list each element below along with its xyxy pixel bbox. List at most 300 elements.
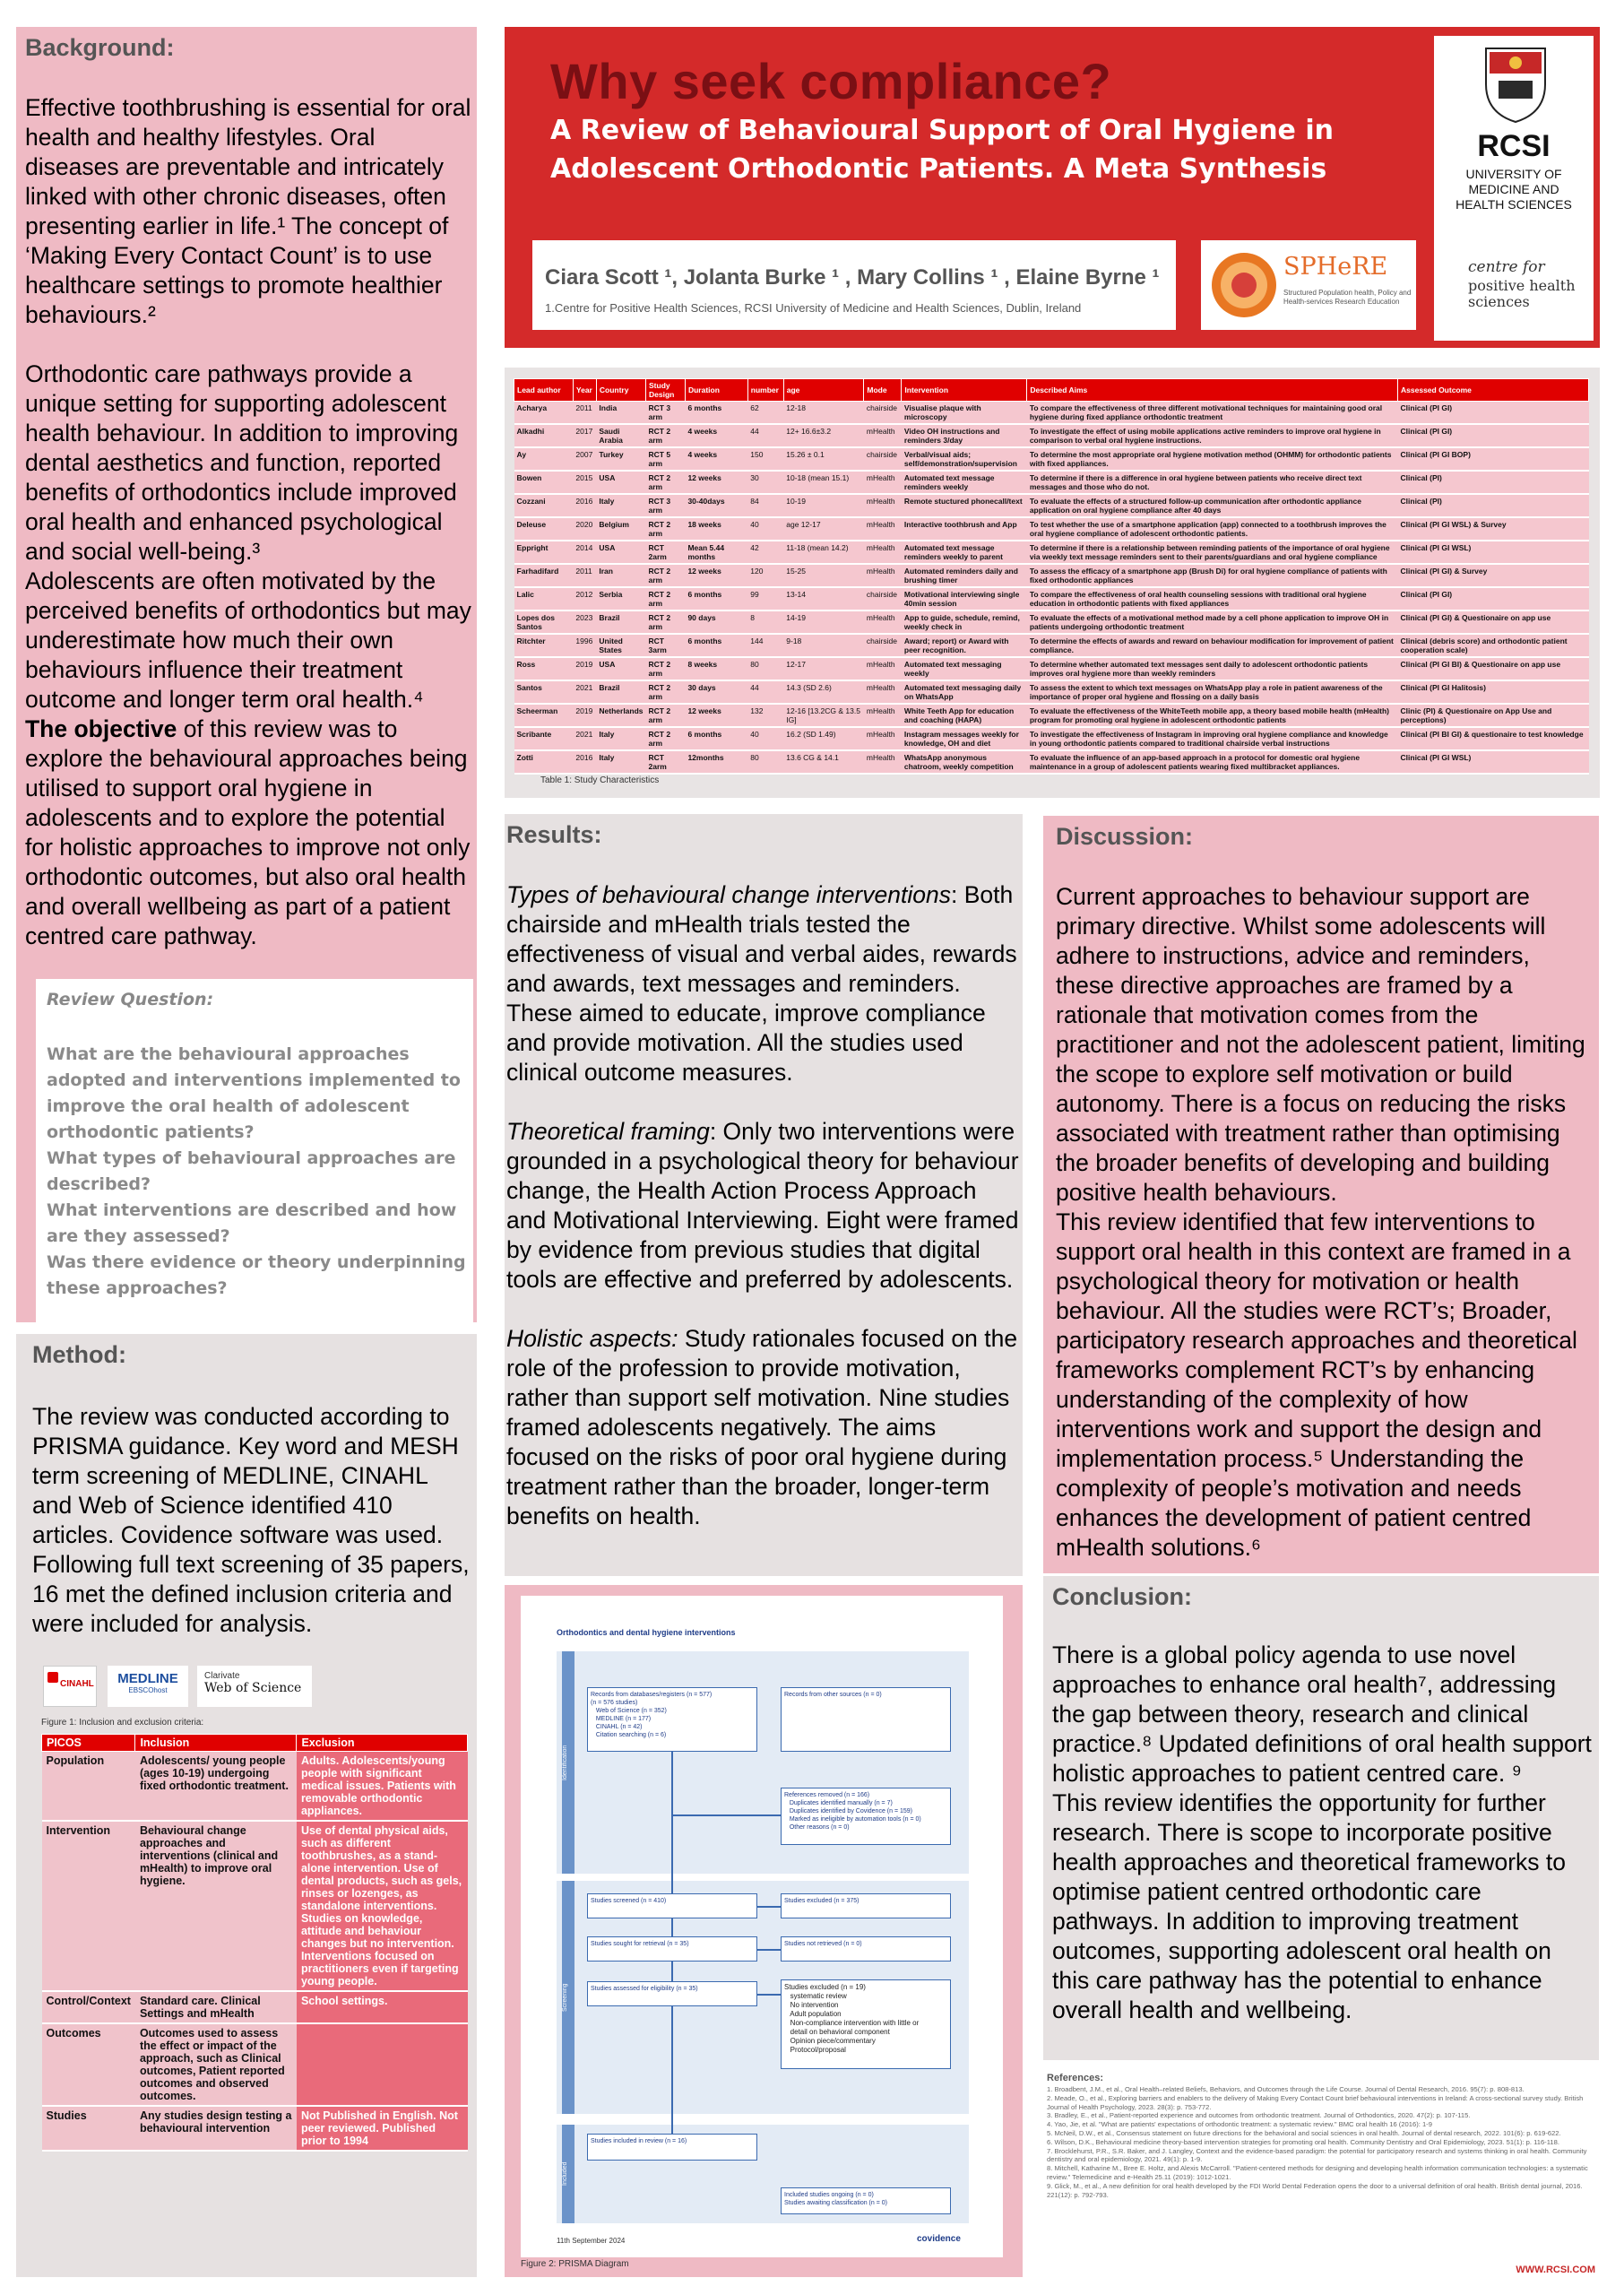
sphere-logo (1201, 240, 1416, 330)
study-table-cell: RCT 2 arm (646, 424, 686, 447)
study-table-cell: Clinical (PI GI BOP) (1398, 447, 1589, 471)
reference-item: 2. Meade, O., et al., Exploring barriers and enablers to the delivery of Making Every Contact Count brief behavioural interventions in Ireland: A cross-sectional survey study. British Journal of Health Psychology, 2023. 28(3): p. 753-772. (1047, 2093, 1584, 2111)
study-table-cell: RCT 2 arm (646, 517, 686, 541)
study-table-cell: 6 months (685, 634, 747, 657)
study-table-cell: USA (596, 541, 645, 564)
study-table-cell: mHealth (864, 750, 902, 774)
study-table-cell: 120 (747, 564, 783, 587)
study-table-cell: Clinical (PI) (1398, 494, 1589, 517)
study-table-cell: 44 (747, 680, 783, 704)
study-table-cell: Deleuse (514, 517, 574, 541)
review-question-item: Was there evidence or theory underpinning these approaches? (47, 1252, 466, 1298)
study-table-cell: RCT 3 arm (646, 494, 686, 517)
conclusion-text (1052, 1641, 1594, 2025)
sphere-name: SPHeRE (1283, 253, 1388, 281)
study-table-header: Year (573, 379, 596, 402)
study-table-row (514, 471, 1589, 494)
study-table-row (514, 704, 1589, 727)
study-table-cell: To determine whether automated text messages sent daily to adolescent orthodontic patients improves oral hygiene more than weekly reminders (1027, 657, 1398, 680)
picos-cell: Any studies design testing a behavioural intervention (135, 2106, 297, 2151)
study-table-cell: 14.3 (SD 2.6) (783, 680, 864, 704)
study-table-cell: 80 (747, 657, 783, 680)
picos-cell: Outcomes used to assess the effect or impact of the approach, such as Clinical outcomes, Patient reported outcomes and observed outcomes. (135, 2023, 297, 2106)
study-table-cell: mHealth (864, 680, 902, 704)
study-table-cell: 2014 (573, 541, 596, 564)
study-table-cell: To determine the most appropriate oral hygiene motivation method (OHMM) for orthodontic patients with fixed appliances. (1027, 447, 1398, 471)
prisma-box-databases: Records from databases/registers (n = 577) (n = 576 studies) Web of Science (n = 352) MEDLINE (n = 177) CINAHL (n = 42) Citation searching (n = 6) (587, 1687, 757, 1752)
prisma-box-excluded2: Studies excluded (n = 19) systematic review No intervention Adult population Non-compliance intervention with little or detail on behavioral component Opinion piece/commentary Protocol/proposal (781, 1979, 951, 2069)
study-table-cell: Bowen (514, 471, 574, 494)
study-table-cell: To assess the extent to which text messages on WhatsApp play a role in patient awareness of the importance of proper oral hygiene and flossing on a daily basis (1027, 680, 1398, 704)
study-table-header: Duration (685, 379, 747, 402)
study-table-cell: To evaluate the effectiveness of the WhiteTeeth mobile app, a theory based mobile health (mHealth) program for promoting oral hygiene in adolescent orthodontic patients (1027, 704, 1398, 727)
study-table-row (514, 564, 1589, 587)
picos-header: Exclusion (297, 1735, 468, 1752)
study-table-cell: Automated text messaging daily on WhatsApp (902, 680, 1027, 704)
discussion-p2: This review identified that few interventions to support oral health in this context are framed in a psychological theory for motivation or health behaviour. All the studies were RCT’s; Broader, participatory research approaches and theoretical frameworks complement RCT’s by enhancing understanding of the complexity of how interventions work and support the design and implementation process.⁵ Understanding the complexity of people’s motivation and needs enhances the development of patient centred mHealth solutions.⁶ (1056, 1208, 1577, 1561)
reference-item: 1. Broadbent, J.M., et al., Oral Health–related Beliefs, Behaviors, and Outcomes through the Life Course. Journal of Dental Research, 2016. 95(7): p. 808-813. (1047, 2085, 1525, 2093)
study-table-cell: 9-18 (783, 634, 864, 657)
study-table-cell: Acharya (514, 402, 574, 425)
study-table-cell: 90 days (685, 611, 747, 634)
conclusion-title: Conclusion: (1052, 1583, 1192, 1610)
study-table-cell: 6 months (685, 587, 747, 611)
background-objective (25, 714, 473, 951)
study-table-row (514, 587, 1589, 611)
picos-row (42, 2106, 468, 2151)
study-table-header: age (783, 379, 864, 402)
study-table-cell: 2019 (573, 657, 596, 680)
study-table-cell: Ross (514, 657, 574, 680)
study-table-cell: 2019 (573, 704, 596, 727)
study-table-cell: mHealth (864, 541, 902, 564)
study-table-cell: United States (596, 634, 645, 657)
study-table-cell: 12-17 (783, 657, 864, 680)
study-table-cell: 12-16 [13.2CG & 13.5 IG] (783, 704, 864, 727)
study-table-cell: RCT 3 arm (646, 402, 686, 425)
study-table-cell: To determine the effects of awards and reward on behaviour modification for improvement of patient compliance. (1027, 634, 1398, 657)
study-table-cell: mHealth (864, 517, 902, 541)
study-table-cell: To investigate the effectiveness of Instagram in improving oral hygiene compliance and knowledge in young orthodontic patients compared to traditional chairside verbal instructions (1027, 727, 1398, 750)
discussion-text (1056, 882, 1594, 1563)
figure2-caption: Figure 2: PRISMA Diagram (521, 2259, 629, 2269)
study-table-cell: Clinical (PI GI) (1398, 424, 1589, 447)
authors: Ciara Scott ¹, Jolanta Burke ¹ , Mary Collins ¹ , Elaine Byrne ¹ (545, 265, 1160, 290)
results-p1-text: : Both chairside and mHealth trials tested the effectiveness of visual and verbal aides, rewards and awards, text messages and reminders. These aimed to educate, improve compliance and provide motivation. All the studies used clinical outcome measures. (506, 881, 1017, 1086)
table1-caption: Table 1: Study Characteristics (540, 775, 660, 785)
study-table-cell: Iran (596, 564, 645, 587)
study-table-cell: 44 (747, 424, 783, 447)
medline-label: MEDLINE (117, 1671, 178, 1686)
study-table-row (514, 517, 1589, 541)
background-panel (16, 27, 477, 1322)
study-table-cell: Belgium (596, 517, 645, 541)
included-label: Included (562, 2125, 574, 2223)
rcsi-name: RCSI (1477, 129, 1551, 163)
study-table-cell: 12+ 16.6±3.2 (783, 424, 864, 447)
picos-cell: Adults. Adolescents/young people with significant medical issues. Patients with removable orthodontic appliances. (297, 1752, 468, 1822)
study-table-cell: Italy (596, 727, 645, 750)
study-table-cell: Automated text message reminders weekly to parent (902, 541, 1027, 564)
study-table-cell: mHealth (864, 424, 902, 447)
study-table-cell: Santos (514, 680, 574, 704)
study-table-cell: To compare the effectiveness of oral health counseling sessions with traditional oral hygiene education in orthodontic patients with fixed appliances (1027, 587, 1398, 611)
picos-row (42, 2023, 468, 2106)
study-table-cell: USA (596, 657, 645, 680)
study-table-header: Intervention (902, 379, 1027, 402)
study-table-cell: Visualise plaque with microscopy (902, 402, 1027, 425)
prisma-arrow (671, 1752, 673, 1893)
prisma-box-included: Studies included in review (n = 16) (587, 2134, 757, 2161)
study-table-cell: Alkadhi (514, 424, 574, 447)
sphere-emblem-icon (1208, 249, 1280, 321)
prisma-diagram (521, 1596, 1003, 2257)
references-title: References: (1047, 2073, 1103, 2083)
study-table-cell: Brazil (596, 680, 645, 704)
study-table-cell: age 12-17 (783, 517, 864, 541)
study-table-cell: Award; report) or Award with peer recognition. (902, 634, 1027, 657)
study-table-row (514, 634, 1589, 657)
review-question-list (47, 1042, 468, 1302)
study-table-cell: mHealth (864, 657, 902, 680)
study-table-cell: Automated reminders daily and brushing timer (902, 564, 1027, 587)
prisma-arrow (757, 1949, 781, 1951)
centre-line1: centre for (1468, 258, 1545, 276)
study-table-cell: Lopes dos Santos (514, 611, 574, 634)
study-table-cell: chairside (864, 634, 902, 657)
study-table-cell: mHealth (864, 471, 902, 494)
study-table-cell: Clinical (PI GI BI) & Questionaire on app use (1398, 657, 1589, 680)
study-table-cell: Zotti (514, 750, 574, 774)
study-table-cell: 10-19 (783, 494, 864, 517)
study-table-cell: Clinical (PI BI GI) & questionaire to test knowledge (1398, 727, 1589, 750)
study-table-cell: 2017 (573, 424, 596, 447)
study-table-cell: Clinic (PI) & Questionaire on App Use and perceptions) (1398, 704, 1589, 727)
background-title: Background: (25, 34, 175, 61)
study-table-cell: Clinical (PI GI WSL) & Survey (1398, 517, 1589, 541)
study-table-cell: 12-18 (783, 402, 864, 425)
study-table-cell: Netherlands (596, 704, 645, 727)
study-table-cell: RCT 2 arm (646, 727, 686, 750)
study-table-row (514, 402, 1589, 425)
study-table-cell: 1996 (573, 634, 596, 657)
study-table-cell: Eppright (514, 541, 574, 564)
results-title: Results: (506, 821, 602, 848)
results-p3-text: Study rationales focused on the role of the profession to provide motivation, rather than support self motivation. Nine studies framed adolescents negatively. The aims focused on the risks of poor oral hygiene during treatment rather than the broader, longer-term benefits on health. (506, 1325, 1018, 1529)
study-table-cell: 42 (747, 541, 783, 564)
study-table-cell: 15-25 (783, 564, 864, 587)
study-table-cell: 2007 (573, 447, 596, 471)
covidence-brand: covidence (917, 2234, 961, 2244)
study-table-cell: 4 weeks (685, 447, 747, 471)
prisma-arrow (671, 1814, 781, 1816)
study-table-cell: Italy (596, 494, 645, 517)
study-table-cell: India (596, 402, 645, 425)
study-table-cell: 11-18 (mean 14.2) (783, 541, 864, 564)
method-text: The review was conducted according to PRISMA guidance. Key word and MESH term screening of MEDLINE, CINAHL and Web of Science identified 410 articles. Covidence software was used. Following full text screening of 35 papers, 16 met the defined inclusion criteria and were included for analysis. (32, 1403, 470, 1637)
study-table-cell: To assess the efficacy of a smartphone app (Brush Di) for oral hygiene compliance of patients with fixed orthodontic appliances (1027, 564, 1398, 587)
study-table-cell: 2012 (573, 587, 596, 611)
study-table-cell: RCT 2 arm (646, 704, 686, 727)
picos-cell: Use of dental physical aids, such as different toothbrushes, as a stand-alone intervention. Use of dental products, such as gels, rinses or lozenges, as standalone interventions. Studies on knowledge, attitude and behaviour changes but no intervention. Interventions focused on practitioners even if targeting young people. (297, 1821, 468, 1991)
study-table-cell: 2020 (573, 517, 596, 541)
reference-item: 5. McNeil, D.W., et al., Consensus statement on future directions for the behavioral and social sciences in oral health. Journal of dental research, 2022. 101(6): p. 619-622. (1047, 2128, 1561, 2137)
study-table-cell: Remote stuctured phonecall/text (902, 494, 1027, 517)
results-p1-label: Types of behavioural change interventions (506, 881, 951, 908)
study-table-cell: mHealth (864, 494, 902, 517)
prisma-box-screened: Studies screened (n = 410) (587, 1893, 757, 1918)
picos-cell: Population (42, 1752, 135, 1822)
review-question-title: Review Question: (47, 990, 214, 1009)
study-table-cell: Video OH instructions and reminders 3/day (902, 424, 1027, 447)
study-table-cell: 12 weeks (685, 564, 747, 587)
study-table-cell: 12 weeks (685, 704, 747, 727)
study-table-cell: 2021 (573, 680, 596, 704)
study-table-cell: 4 weeks (685, 424, 747, 447)
study-table-cell: 13.6 CG & 14.1 (783, 750, 864, 774)
study-table-cell: RCT 2 arm (646, 587, 686, 611)
study-table-row (514, 611, 1589, 634)
picos-table-wrap (41, 1734, 468, 2152)
results-text (506, 880, 1019, 1531)
objective-label: The objective (25, 715, 177, 742)
study-table-header: Country (596, 379, 645, 402)
study-table-cell: Mean 5.44 months (685, 541, 747, 564)
database-logos (43, 1664, 339, 1710)
conclusion-p1: There is a global policy agenda to use novel approaches to enhance oral health⁷, addressing the gap between theory, research and clinical practice.⁸ Updated definitions of oral health support holistic approaches to patient centred care. ⁹ (1052, 1641, 1592, 1787)
review-question-item: What types of behavioural approaches are described? (47, 1148, 456, 1194)
study-table-cell: Clinical (PI GI WSL) (1398, 541, 1589, 564)
study-table-row (514, 750, 1589, 774)
study-table-cell: 18 weeks (685, 517, 747, 541)
reference-item: 9. Glick, M., et al., A new definition for oral health developed by the FDI World Dental Federation opens the door to a universal definition of oral health. British dental journal, 2016. 221(12): p. 792-793. (1047, 2181, 1583, 2199)
study-table-cell: 2023 (573, 611, 596, 634)
study-table-cell: 2021 (573, 727, 596, 750)
study-table-cell: RCT 2arm (646, 541, 686, 564)
study-table-cell: RCT 2 arm (646, 611, 686, 634)
study-table-cell: Verbal/visual aids; self/demonstration/supervision (902, 447, 1027, 471)
study-table-cell: RCT 3arm (646, 634, 686, 657)
review-question-item: What are the behavioural approaches adopted and interventions implemented to improve the oral health of adolescent orthodontic patients? (47, 1044, 461, 1142)
study-table-cell: RCT 2 arm (646, 680, 686, 704)
study-table-header: Assessed Outcome (1398, 379, 1589, 402)
medline-sub: EBSCOhost (128, 1686, 168, 1694)
reference-item: 4. Yao, Jie, et al. "What are patients' expectations of orthodontic treatment: a systematic review." BMC oral health 16 (2016): 1-9 (1047, 2120, 1432, 2129)
poster-subtitle: A Review of Behavioural Support of Oral Hygiene in Adolescent Orthodontic Patients. A Meta Synthesis (550, 115, 1334, 185)
study-table-cell: RCT 2 arm (646, 471, 686, 494)
study-table-cell: Interactive toothbrush and App (902, 517, 1027, 541)
sphere-tagline: Structured Population health, Policy and Health-services Research Education (1283, 289, 1412, 306)
study-table-cell: mHealth (864, 704, 902, 727)
study-table-cell: 30-40days (685, 494, 747, 517)
rcsi-tagline: UNIVERSITY OF MEDICINE AND HEALTH SCIENCES (1456, 167, 1572, 212)
discussion-p1: Current approaches to behaviour support are primary directive. Whilst some adolescents will adhere to instructions, advice and reminders, these directive approaches are framed by a rationale that motivation comes from the practitioner and not the adolescent patient, limiting the scope to explore self motivation or build autonomy. There is a focus on reducing the risks associated with treatment rather than optimising the broader benefits of developing and building positive health behaviours. (1056, 883, 1585, 1206)
results-p2-label: Theoretical framing (506, 1118, 710, 1145)
study-table-cell: 12 weeks (685, 471, 747, 494)
study-table-row (514, 424, 1589, 447)
study-table-cell: Ritchter (514, 634, 574, 657)
study-table-header: Described Aims (1027, 379, 1398, 402)
results-p2-text: : Only two interventions were grounded in a psychological theory for behaviour change, the Health Action Process Approach and Motivational Interviewing. Eight were framed by evidence from previous studies that digital tools are effective and preferred by adolescents. (506, 1118, 1019, 1293)
study-table-cell: To compare the effectiveness of three different motivational techniques for maintaining good oral hygiene during fixed appliance orthodontic treatment (1027, 402, 1398, 425)
study-table-cell: Turkey (596, 447, 645, 471)
study-table-wrap (514, 378, 1589, 775)
study-table-cell: Automated text message reminders weekly (902, 471, 1027, 494)
study-table-cell: chairside (864, 587, 902, 611)
picos-header: Inclusion (135, 1735, 297, 1752)
prisma-box-not-retrieved: Studies not retrieved (n = 0) (781, 1936, 951, 1962)
prisma-box-excluded: Studies excluded (n = 375) (781, 1893, 951, 1918)
picos-cell: Not Published in English. Not peer reviewed. Published prior to 1994 (297, 2106, 468, 2151)
prisma-panel (505, 1585, 1023, 2277)
background-p1: Effective toothbrushing is essential for oral health and healthy lifestyles. Oral diseases are preventable and intricately linked with other chronic diseases, often presenting earlier in life.¹ The concept of ‘Making Every Contact Count’ is to use healthcare settings to promote healthier behaviours.² (25, 94, 471, 328)
study-table-cell: Farhadifard (514, 564, 574, 587)
study-table-cell: 40 (747, 517, 783, 541)
study-table-cell: Automated text messaging weekly (902, 657, 1027, 680)
picos-cell: Outcomes (42, 2023, 135, 2106)
study-table-row (514, 494, 1589, 517)
study-table-cell: To evaluate the influence of an app-based approach in a protocol for domestic oral hygiene maintenance in a group of adolescent patients wearing fixed multibracket appliances. (1027, 750, 1398, 774)
study-table-cell: 6 months (685, 402, 747, 425)
study-table-cell: 150 (747, 447, 783, 471)
study-table-cell: White Teeth App for education and coaching (HAPA) (902, 704, 1027, 727)
study-table-cell: Instagram messages weekly for knowledge, OH and diet (902, 727, 1027, 750)
picos-row (42, 1752, 468, 1822)
study-table-cell: 40 (747, 727, 783, 750)
background-text (25, 93, 473, 951)
study-table-cell: RCT 2 arm (646, 657, 686, 680)
study-table-cell: mHealth (864, 564, 902, 587)
prisma-box-eligibility: Studies assessed for eligibility (n = 35) (587, 1981, 757, 2006)
study-table (514, 378, 1589, 775)
study-table-cell: Clinical (PI) (1398, 471, 1589, 494)
study-table-cell: RCT 2arm (646, 750, 686, 774)
study-table-cell: 8 (747, 611, 783, 634)
prisma-box-sought: Studies sought for retrieval (n = 35) (587, 1936, 757, 1962)
reference-item: 3. Bradley, E., et al., Patient-reported experience and outcomes from orthodontic treatment. Journal of Orthodontics, 2020. 47(2): p. 107-115. (1047, 2111, 1471, 2120)
objective-text: of this review was to explore the behavioural approaches being utilised to support oral hygiene in adolescents and to explore the potential for holistic approaches to improve not only orthodontic outcomes, but also oral health and overall wellbeing as part of a patient centred care pathway. (25, 715, 471, 949)
study-table-cell: Clinical (PI GI) (1398, 402, 1589, 425)
study-table-cell: Clinical (debris score) and orthodontic patient cooperation scale) (1398, 634, 1589, 657)
picos-cell: Control/Context (42, 1991, 135, 2023)
study-table-cell: 16.2 (SD 1.49) (783, 727, 864, 750)
study-table-cell: To evaluate the effects of a motivational method made by a cell phone application to improve OH in patients undergoing orthodontic treatment (1027, 611, 1398, 634)
medline-logo (108, 1666, 188, 1707)
study-table-cell: Motivational interviewing single 40min session (902, 587, 1027, 611)
study-table-cell: Clinical (PI GI Halitosis) (1398, 680, 1589, 704)
study-table-cell: 8 weeks (685, 657, 747, 680)
picos-cell: School settings. (297, 1991, 468, 2023)
study-table-cell: 84 (747, 494, 783, 517)
clarivate-label: Clarivate (204, 1671, 240, 1681)
results-p3 (506, 1324, 1019, 1531)
study-table-cell: Lalic (514, 587, 574, 611)
picos-header: PICOS (42, 1735, 135, 1752)
study-table-row (514, 727, 1589, 750)
study-table-cell: 10-18 (mean 15.1) (783, 471, 864, 494)
prisma-title: Orthodontics and dental hygiene interventions (557, 1628, 736, 1637)
study-table-cell: 6 months (685, 727, 747, 750)
study-table-cell: To test whether the use of a smartphone application (app) connected to a toothbrush improves the oral hygiene compliance of adolescent orthodontic patients. (1027, 517, 1398, 541)
cinahl-logo (43, 1666, 97, 1707)
study-table-cell: 99 (747, 587, 783, 611)
study-table-cell: To determine if there is a relationship between reminding patients of the importance of oral hygiene via weekly text message reminders sent to their parents/guardians and oral hygiene compliance (1027, 541, 1398, 564)
study-table-cell: To evaluate the effects of a structured follow-up communication after orthodontic appliance application on oral hygiene compliance after 40 days (1027, 494, 1398, 517)
affiliation: 1.Centre for Positive Health Sciences, RCSI University of Medicine and Health Sciences, Dublin, Ireland (545, 301, 1082, 315)
wos-label: Web of Science (204, 1681, 302, 1695)
study-table-cell: WhatsApp anonymous chatroom, weekly competition (902, 750, 1027, 774)
study-table-cell: Scribante (514, 727, 574, 750)
study-table-cell: 144 (747, 634, 783, 657)
picos-cell: Intervention (42, 1821, 135, 1991)
study-table-cell: Cozzani (514, 494, 574, 517)
study-table-cell: Brazil (596, 611, 645, 634)
prisma-arrow (671, 1962, 673, 1981)
poster-title: Why seek compliance? (550, 53, 1112, 109)
picos-row (42, 1991, 468, 2023)
picos-row (42, 1821, 468, 1991)
picos-cell: Standard care. Clinical Settings and mHealth (135, 1991, 297, 2023)
study-table-cell: App to guide, schedule, remind, weekly check in (902, 611, 1027, 634)
study-table-header: Mode (864, 379, 902, 402)
background-p3: Adolescents are often motivated by the perceived benefits of orthodontics but may underestimate how much their own behaviours influence their treatment outcome and longer term oral health.⁴ (25, 567, 471, 713)
method-title: Method: (32, 1341, 126, 1368)
study-table-cell: 30 (747, 471, 783, 494)
study-table-cell: 62 (747, 402, 783, 425)
study-table-cell: mHealth (864, 727, 902, 750)
study-table-cell: 132 (747, 704, 783, 727)
study-table-cell: Saudi Arabia (596, 424, 645, 447)
study-table-row (514, 541, 1589, 564)
study-table-cell: chairside (864, 402, 902, 425)
results-panel (505, 814, 1023, 1576)
discussion-title: Discussion: (1056, 823, 1194, 850)
rcsi-logo (1434, 36, 1594, 341)
study-table-cell: 2011 (573, 564, 596, 587)
study-table-header: Study Design (646, 379, 686, 402)
study-table-cell: RCT 5 arm (646, 447, 686, 471)
prisma-date: 11th September 2024 (557, 2237, 626, 2245)
study-table-cell: To investigate the effect of using mobile applications active reminders to improve oral hygiene in comparison to verbal oral hygiene instructions. (1027, 424, 1398, 447)
results-p2 (506, 1117, 1019, 1295)
study-table-cell: USA (596, 471, 645, 494)
study-table-cell: chairside (864, 447, 902, 471)
study-table-cell: Clinical (PI GI) & Questionaire on app use (1398, 611, 1589, 634)
references-list (1047, 2085, 1595, 2199)
study-table-cell: Clinical (PI GI) & Survey (1398, 564, 1589, 587)
study-table-cell: 2016 (573, 494, 596, 517)
study-table-cell: 14-19 (783, 611, 864, 634)
prisma-arrow (671, 2006, 673, 2134)
study-table-row (514, 447, 1589, 471)
study-table-cell: Clinical (PI GI) (1398, 587, 1589, 611)
study-table-cell: To determine if there is a difference in oral hygiene between patients who receive direct text messages and those who do not. (1027, 471, 1398, 494)
study-table-cell: Scheerman (514, 704, 574, 727)
prisma-box-other: Records from other sources (n = 0) (781, 1687, 951, 1752)
review-question-item: What interventions are described and how are they assessed? (47, 1200, 457, 1246)
review-question-box (36, 979, 473, 1322)
study-table-panel (505, 368, 1600, 798)
conclusion-panel (1043, 1576, 1599, 2060)
study-table-row (514, 657, 1589, 680)
method-panel (16, 1334, 477, 2277)
study-table-cell: Ay (514, 447, 574, 471)
identification-label: Identification (562, 1651, 574, 1874)
rcsi-crest-icon (1481, 41, 1551, 124)
discussion-panel (1043, 816, 1599, 1573)
picos-table (41, 1734, 468, 2152)
study-table-cell: 15.26 ± 0.1 (783, 447, 864, 471)
